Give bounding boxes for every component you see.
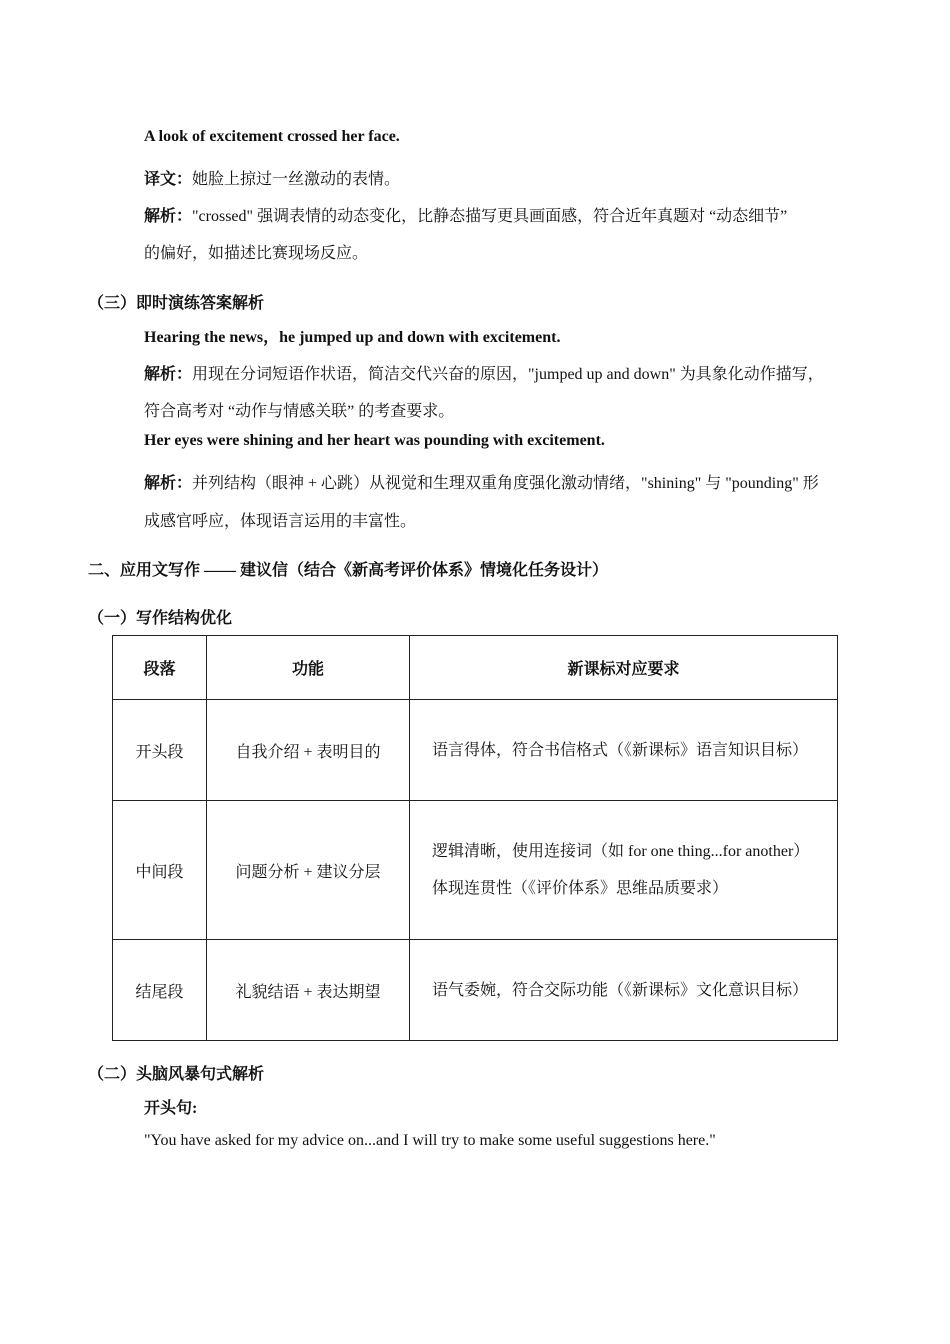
table-cell-function: 礼貌结语 + 表达期望 (207, 940, 410, 1041)
translation-text: 她脸上掠过一丝激动的表情。 (192, 171, 401, 188)
practice-analysis-2-line-2: 成感官呼应，体现语言运用的丰富性。 (144, 513, 417, 530)
table-header: 新课标对应要求 (410, 636, 838, 700)
structure-table (112, 635, 838, 1041)
table-row (113, 940, 838, 1041)
brainstorm-heading: （二）头脑风暴句式解析 (88, 1066, 265, 1083)
practice-analysis-2-line-1 (144, 470, 819, 493)
section-3-heading: （三）即时演练答案解析 (88, 295, 265, 312)
table-cell-function: 自我介绍 + 表明目的 (207, 700, 410, 801)
analysis-label: 解析： (144, 366, 193, 383)
practice-analysis-1-line-2: 符合高考对 “动作与情感关联” 的考查要求。 (144, 403, 455, 420)
analysis-label: 解析： (144, 208, 193, 225)
table-cell-requirement: 语言得体，符合书信格式（《新课标》语言知识目标） (410, 700, 838, 801)
table-header: 段落 (113, 636, 207, 700)
analysis-label: 解析： (144, 475, 193, 492)
analysis-line-1 (144, 203, 787, 226)
practice-analysis-1-line-1 (144, 361, 824, 384)
table-cell-section: 开头段 (113, 700, 207, 801)
example-sentence: A look of excitement crossed her face. (144, 128, 400, 145)
analysis-text: "crossed" 强调表情的动态变化，比静态描写更具画面感，符合近年真题对 “动态细节” (192, 208, 788, 225)
table-header-row (113, 636, 838, 700)
part-2-heading: 二、应用文写作 —— 建议信（结合《新高考评价体系》情境化任务设计） (88, 562, 609, 579)
analysis-text: 并列结构（眼神 + 心跳）从视觉和生理双重角度强化激动情绪，"shining" 与 "pounding" 形 (192, 475, 819, 492)
translation-label: 译文： (144, 171, 193, 188)
table-cell-requirement: 逻辑清晰，使用连接词（如 for one thing...for another）体现连贯性（《评价体系》思维品质要求） (410, 801, 838, 940)
table-cell-section: 中间段 (113, 801, 207, 940)
analysis-text: 用现在分词短语作状语，简洁交代兴奋的原因，"jumped up and down" 为具象化动作描写， (192, 366, 824, 383)
table-row (113, 801, 838, 940)
structure-heading: （一）写作结构优化 (88, 610, 233, 627)
opening-sentence: "You have asked for my advice on...and I will try to make some useful suggestions here." (144, 1132, 716, 1149)
practice-sentence-2: Her eyes were shining and her heart was pounding with excitement. (144, 432, 605, 449)
translation-line (144, 166, 400, 189)
table-cell-function: 问题分析 + 建议分层 (207, 801, 410, 940)
practice-sentence-1: Hearing the news，he jumped up and down with excitement. (144, 329, 561, 346)
opening-label: 开头句: (144, 1100, 198, 1117)
table-header: 功能 (207, 636, 410, 700)
table-cell-requirement: 语气委婉，符合交际功能（《新课标》文化意识目标） (410, 940, 838, 1041)
analysis-line-2: 的偏好，如描述比赛现场反应。 (144, 245, 369, 262)
table-cell-section: 结尾段 (113, 940, 207, 1041)
table-row (113, 700, 838, 801)
